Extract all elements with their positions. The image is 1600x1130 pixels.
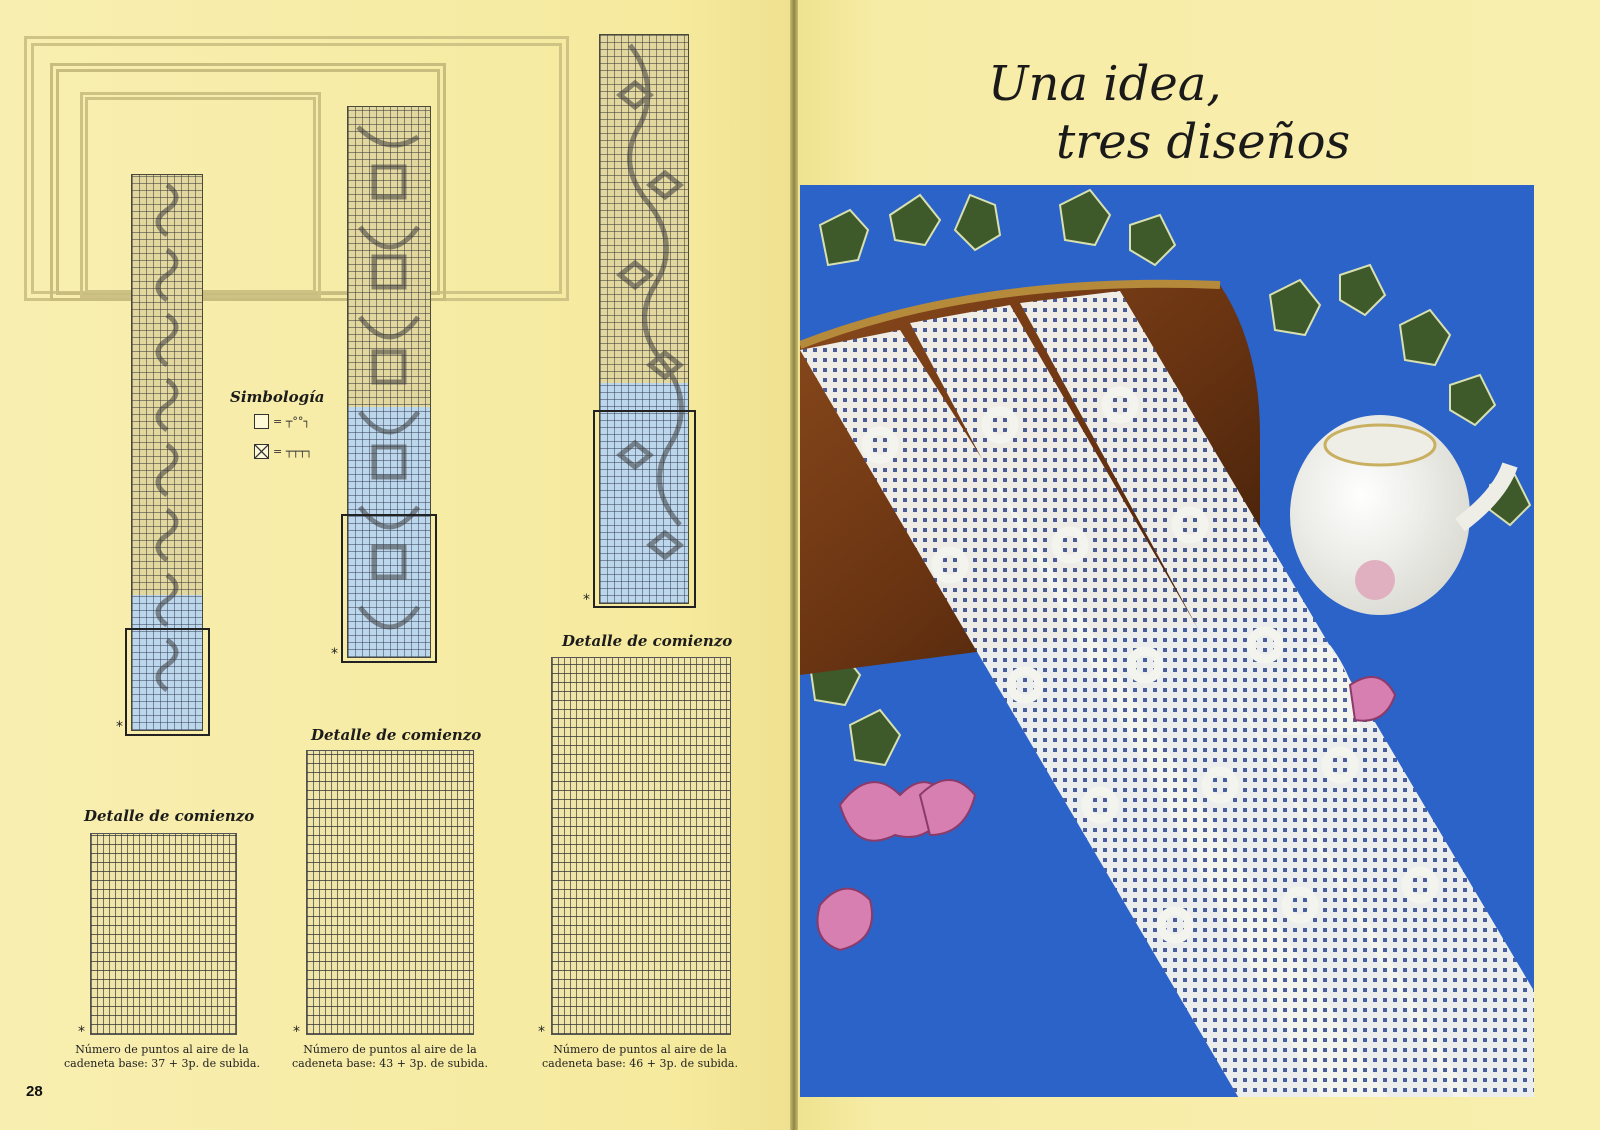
empty-square-icon [254,414,269,429]
title-line-2: tres diseños [1056,114,1351,170]
symbology-row-crossed [254,444,312,459]
lace-photo [800,185,1534,1097]
detail-title-1: Detalle de comienzo [84,807,255,825]
detail-note-2: Número de puntos al aire de la cadeneta base: 43 + 3p. de subida. [292,1043,488,1070]
detail-diagram-3 [551,657,731,1035]
detail-3-start-marker: * [538,1024,545,1040]
chart-1-detail-frame [125,628,210,736]
chart-1-start-marker: * [116,719,123,735]
title-line-1: Una idea, [988,56,1222,112]
symbology-meaning-crossed: = ┬┬┬┐ [273,445,313,458]
symbology-meaning-empty: = ┬°°┐ [273,415,310,428]
symbology-title: Simbología [230,388,325,406]
left-page [0,0,790,1130]
detail-title-2: Detalle de comienzo [311,726,482,744]
book-spine [790,0,798,1130]
detail-diagram-2 [306,750,474,1035]
lace-photo-illustration [800,185,1534,1097]
chart-2-detail-frame [341,514,437,663]
detail-note-3: Número de puntos al aire de la cadeneta base: 46 + 3p. de subida. [542,1043,738,1070]
chart-3-detail-frame [593,410,696,608]
detail-note-1: Número de puntos al aire de la cadeneta base: 37 + 3p. de subida. [64,1043,260,1070]
detail-title-3: Detalle de comienzo [562,632,733,650]
symbology-row-empty [254,414,310,429]
page-number: 28 [26,1083,43,1100]
detail-1-start-marker: * [78,1024,85,1040]
detail-2-start-marker: * [293,1024,300,1040]
chart-3-start-marker: * [583,592,590,608]
chart-2-start-marker: * [331,646,338,662]
detail-diagram-1 [90,833,237,1035]
crossed-square-icon [254,444,269,459]
